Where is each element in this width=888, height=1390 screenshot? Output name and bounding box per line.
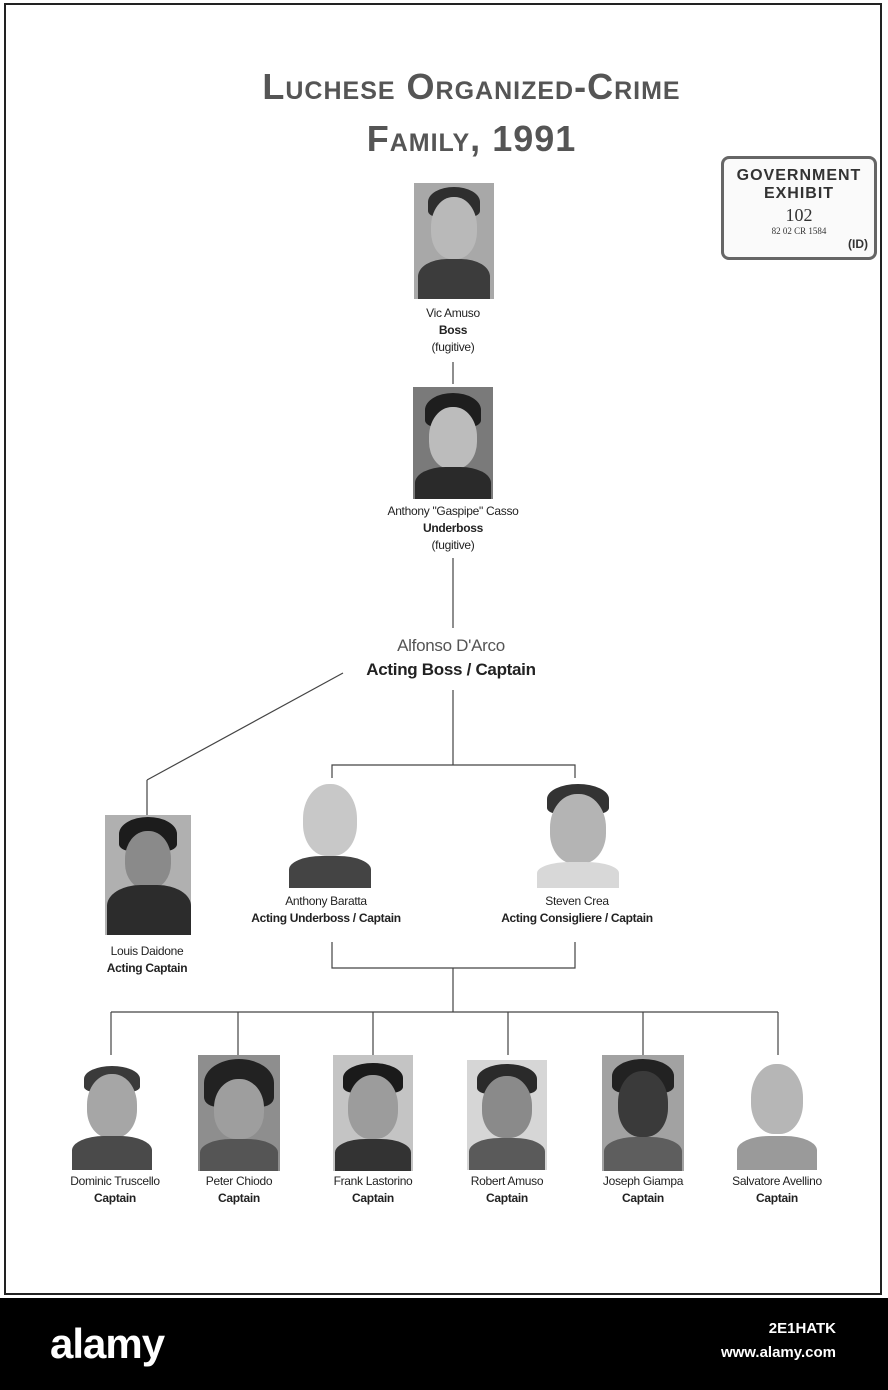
- daidone-label: [107, 943, 187, 977]
- captain-label: [603, 1173, 683, 1207]
- boss-label: [426, 305, 480, 356]
- underboss-name: Anthony "Gaspipe" Casso: [387, 504, 519, 518]
- captain-label: [334, 1173, 413, 1207]
- captain-label: [206, 1173, 272, 1207]
- captain-role: Captain: [486, 1191, 528, 1205]
- daidone-photo: [105, 815, 191, 935]
- captain-role: Captain: [756, 1191, 798, 1205]
- connector-acting-boss-daidone: [147, 673, 343, 780]
- captain-role: Captain: [94, 1191, 136, 1205]
- captain-photo: [198, 1055, 280, 1171]
- stamp-line1: GOVERNMENT: [736, 167, 862, 184]
- acting-boss-role: Acting Boss / Captain: [366, 660, 536, 679]
- boss-photo: [414, 183, 494, 299]
- crea-label: [501, 893, 653, 927]
- captain-label: [70, 1173, 160, 1207]
- captain-photo: [467, 1060, 547, 1170]
- baratta-name: Anthony Baratta: [285, 894, 367, 908]
- baratta-role: Acting Underboss / Captain: [251, 911, 401, 925]
- captain-name: Peter Chiodo: [205, 1174, 273, 1188]
- site-url[interactable]: www.alamy.com: [720, 1344, 836, 1361]
- stamp-case: 82 02 CR 1584: [771, 226, 827, 236]
- baratta-photo: [285, 782, 375, 888]
- acting-boss-label: [366, 634, 535, 682]
- alamy-logo: alamy: [50, 1320, 165, 1367]
- stamp-id-tag: (ID): [848, 237, 868, 251]
- stamp-line2: EXHIBIT: [763, 185, 835, 202]
- daidone-role: Acting Captain: [106, 961, 188, 975]
- underboss-note: (fugitive): [431, 538, 475, 552]
- chart-title-line1: Luchese Organized-Crime: [262, 66, 681, 107]
- boss-note: (fugitive): [431, 340, 475, 354]
- captain-photo: [735, 1060, 819, 1170]
- captain-photo: [602, 1055, 684, 1171]
- underboss-role: Underboss: [423, 521, 483, 535]
- captain-photo: [70, 1060, 154, 1170]
- captain-name: Joseph Giampa: [602, 1174, 684, 1188]
- baratta-label: [251, 893, 401, 927]
- captain-label: [471, 1173, 543, 1207]
- captain-name: Dominic Truscello: [70, 1174, 160, 1188]
- captain-name: Robert Amuso: [470, 1174, 544, 1188]
- chart-title-line2: Family, 1991: [366, 118, 577, 159]
- crea-name: Steven Crea: [545, 894, 609, 908]
- crea-photo: [533, 782, 623, 888]
- captain-name: Salvatore Avellino: [732, 1174, 822, 1188]
- connector-bottom-bracket: [332, 942, 575, 968]
- watermark-footer: [0, 1298, 888, 1390]
- captain-label: [732, 1173, 822, 1207]
- captain-photo: [333, 1055, 413, 1171]
- image-code: 2E1HATK: [768, 1320, 836, 1337]
- captain-role: Captain: [622, 1191, 664, 1205]
- underboss-label: [387, 503, 518, 554]
- crea-role: Acting Consigliere / Captain: [501, 911, 653, 925]
- underboss-photo: [413, 387, 493, 499]
- captain-name: Frank Lastorino: [333, 1174, 413, 1188]
- boss-role: Boss: [438, 323, 468, 337]
- boss-name: Vic Amuso: [426, 306, 480, 320]
- captain-role: Captain: [218, 1191, 260, 1205]
- acting-boss-name: Alfonso D'Arco: [397, 636, 505, 655]
- captain-role: Captain: [352, 1191, 394, 1205]
- stamp-number: 102: [785, 205, 813, 225]
- connector-top-bracket: [332, 765, 575, 778]
- daidone-name: Louis Daidone: [110, 944, 184, 958]
